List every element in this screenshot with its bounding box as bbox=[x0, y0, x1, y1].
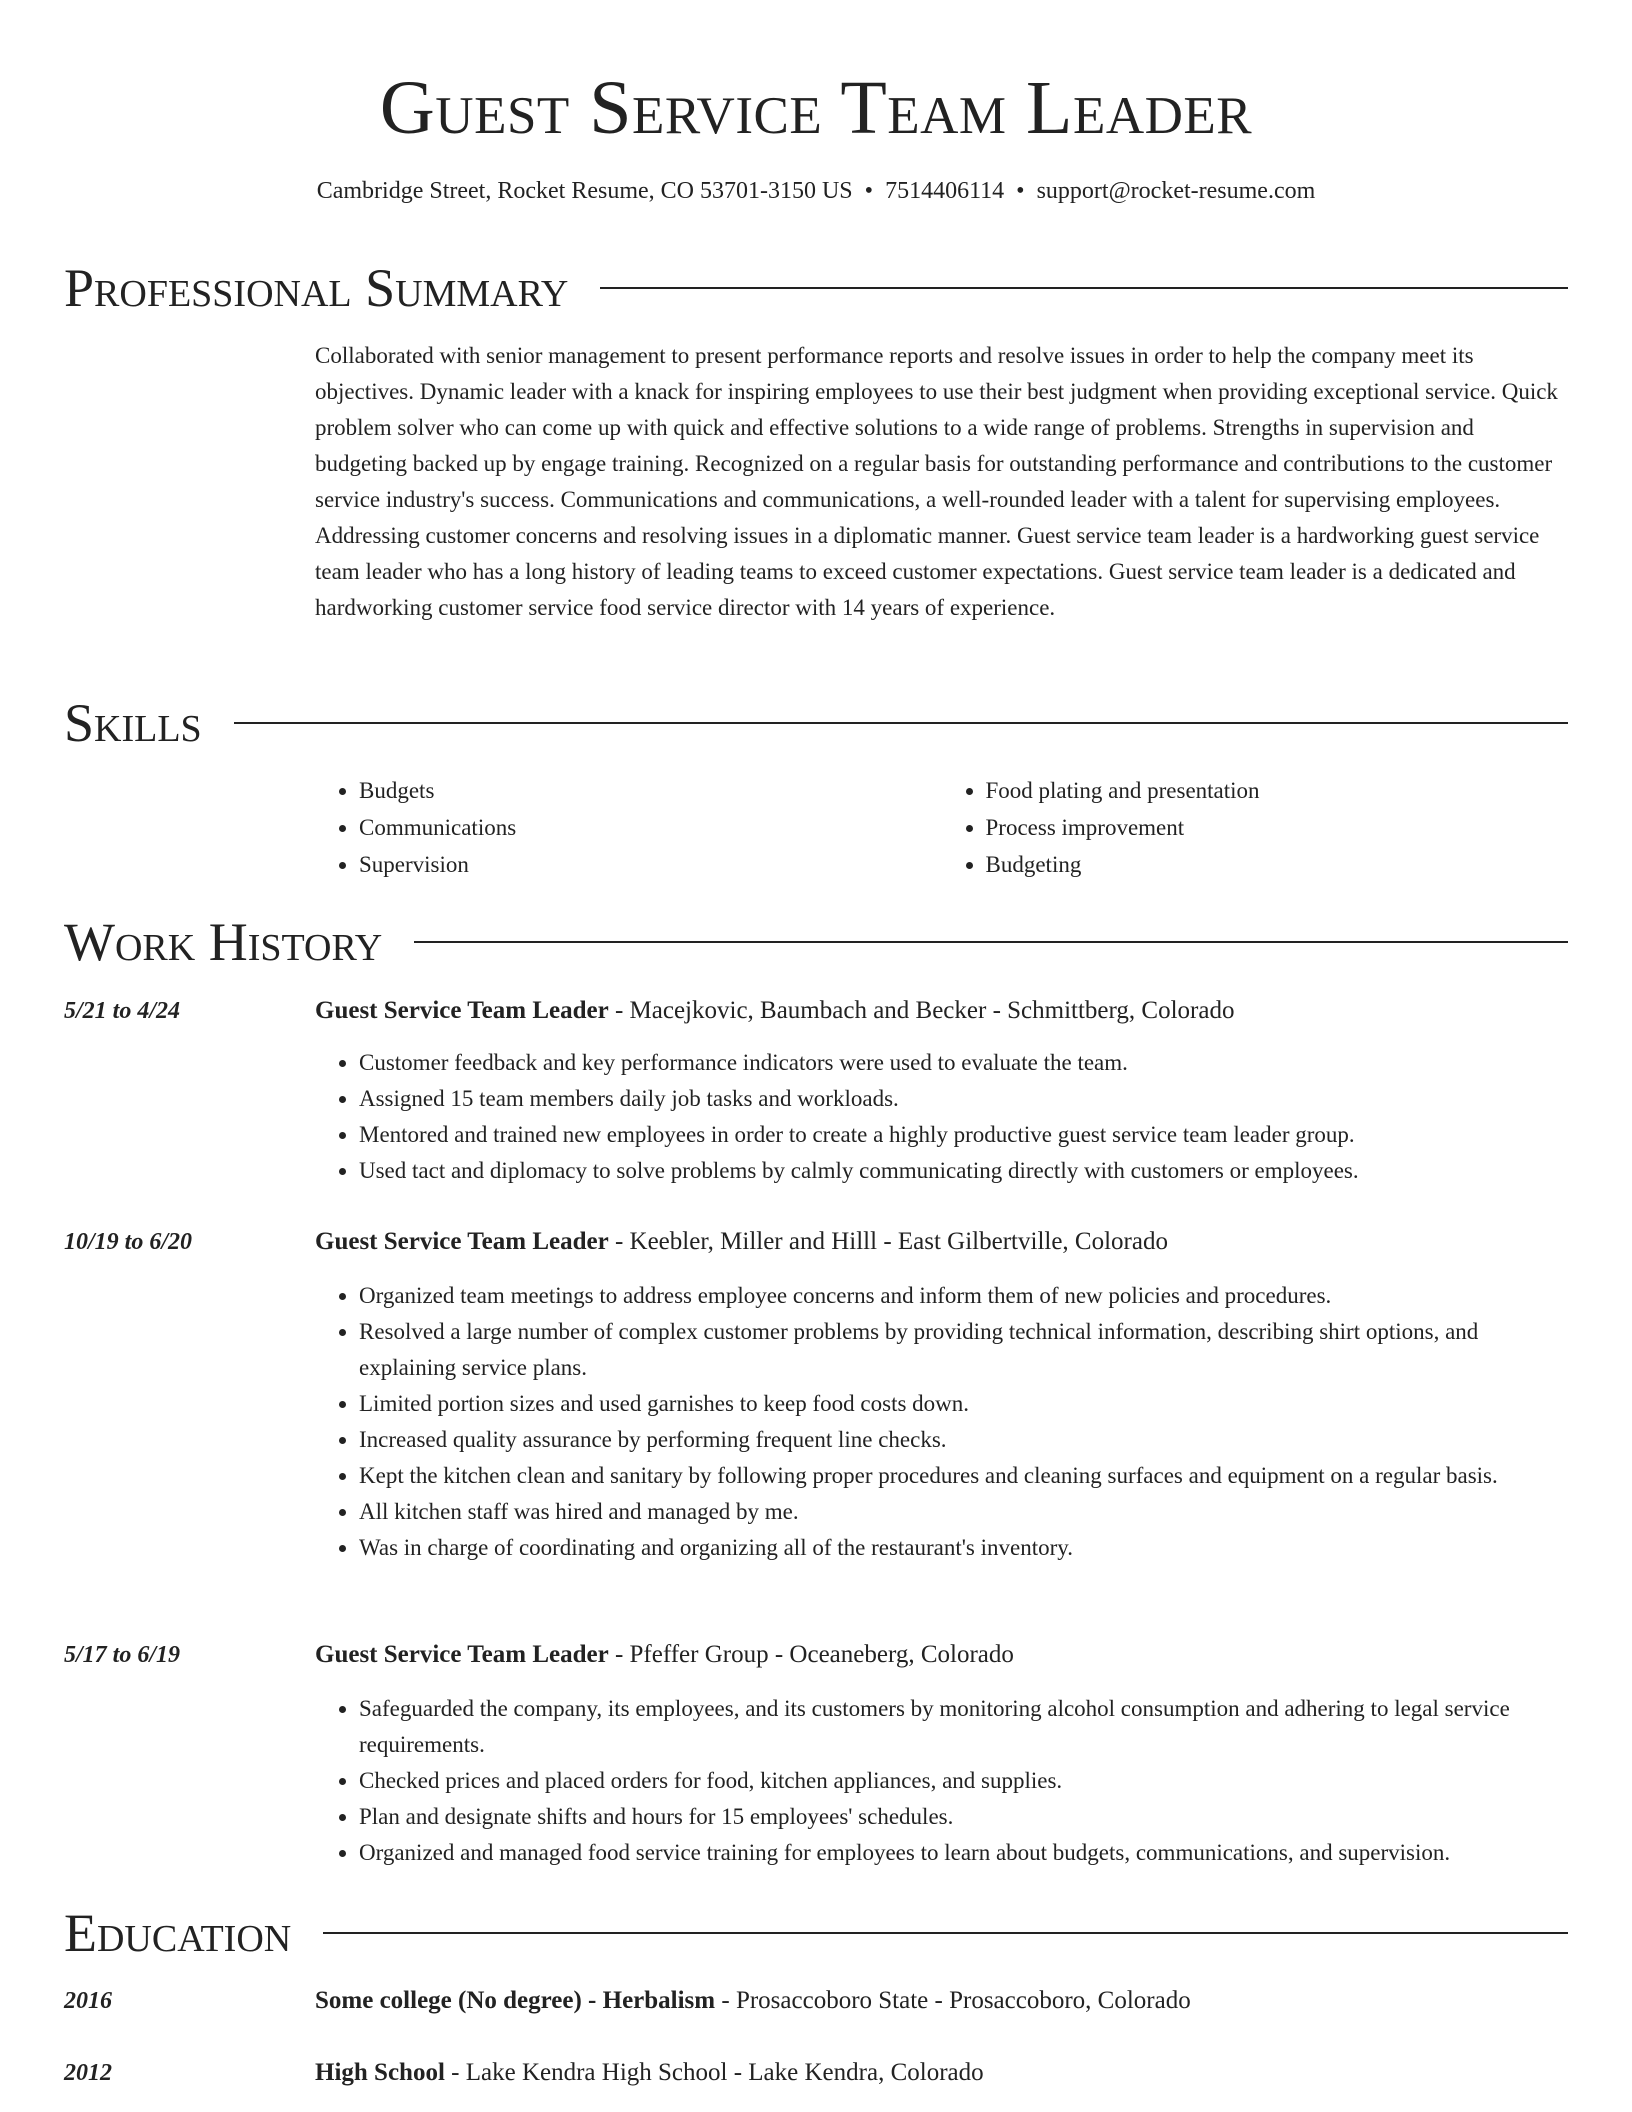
job-bullet: • Limited portion sizes and used garnishes to keep food costs down. bbox=[359, 1386, 1568, 1422]
job-employer-location: - Macejkovic, Baumbach and Becker - Schmittberg, Colorado bbox=[608, 997, 1235, 1024]
education-school-location: - Prosaccoboro State - Prosaccoboro, Colorado bbox=[715, 1987, 1191, 2014]
job-bullet-list bbox=[315, 1278, 1568, 1566]
job-bullet: • Plan and designate shifts and hours for 15 employees' schedules. bbox=[359, 1799, 1568, 1835]
skills-list bbox=[315, 772, 1568, 883]
job-bullet: • Assigned 15 team members daily job tasks and workloads. bbox=[359, 1081, 1568, 1117]
contact-line bbox=[0, 176, 1632, 206]
skill-item: • Supervision bbox=[359, 846, 942, 883]
skill-item: • Budgets bbox=[359, 772, 942, 809]
skills-column-right bbox=[942, 772, 1569, 883]
education-entry bbox=[315, 1984, 1568, 2018]
skill-item: • Food plating and presentation bbox=[986, 772, 1569, 809]
skill-item: • Process improvement bbox=[986, 809, 1569, 846]
job-bullet: • Checked prices and placed orders for food, kitchen appliances, and supplies. bbox=[359, 1763, 1568, 1799]
contact-email: support@rocket-resume.com bbox=[1036, 178, 1316, 204]
summary-section-header bbox=[64, 255, 1568, 321]
job-dates: 5/21 to 4/24 bbox=[64, 998, 181, 1024]
job-bullet: • Organized team meetings to address employee concerns and inform them of new policies and procedures. bbox=[359, 1278, 1568, 1314]
education-heading: Education bbox=[64, 1903, 292, 1963]
resume-title: Guest Service Team Leader bbox=[379, 66, 1253, 150]
section-divider bbox=[600, 287, 1568, 289]
job-bullet: • Mentored and trained new employees in order to create a highly productive guest service team leader group. bbox=[359, 1117, 1568, 1153]
job-dates: 10/19 to 6/20 bbox=[64, 1229, 193, 1255]
skill-item: • Budgeting bbox=[986, 846, 1569, 883]
skills-column-left bbox=[315, 772, 942, 883]
job-title: Guest Service Team Leader bbox=[315, 1228, 609, 1255]
education-year: 2012 bbox=[64, 2060, 112, 2086]
section-divider bbox=[414, 941, 1568, 943]
summary-text: Collaborated with senior management to present performance reports and resolve issues in order to help the company meet its objectives. Dynamic leader with a knack for inspiring employees to use their best judgment when providing exceptional service. Quick problem solver who can come up with quick and effective solutions to a wide range of problems. Strengths in supervision and budgeting backed up by engage training. Recognized on a regular basis for outstanding performance and contributions to the customer service industry's success. Communications and communications, a well-rounded leader with a talent for supervising employees. Addressing customer concerns and resolving issues in a diplomatic manner. Guest service team leader is a hardworking guest service team leader who has a long history of leading teams to exceed customer expectations. Guest service team leader is a dedicated and hardworking customer service food service director with 14 years of experience. bbox=[315, 343, 1558, 620]
job-bullet: • Kept the kitchen clean and sanitary by following proper procedures and cleaning surfaces and equipment on a regular basis. bbox=[359, 1458, 1568, 1494]
section-divider bbox=[234, 722, 1568, 724]
education-school-location: - Lake Kendra High School - Lake Kendra, Colorado bbox=[444, 2059, 984, 2086]
job-bullet: • Increased quality assurance by performing frequent line checks. bbox=[359, 1422, 1568, 1458]
job-heading bbox=[315, 994, 1568, 1028]
skill-item: • Communications bbox=[359, 809, 942, 846]
job-employer-location: - Pfeffer Group - Oceaneberg, Colorado bbox=[608, 1641, 1014, 1668]
work-history-section-header bbox=[64, 909, 1568, 975]
job-bullet: • Resolved a large number of complex customer problems by providing technical information, describing shirt options, and explaining service plans. bbox=[359, 1314, 1568, 1386]
skills-heading: Skills bbox=[64, 693, 202, 753]
education-year: 2016 bbox=[64, 1988, 112, 2014]
job-bullet: • Was in charge of coordinating and organizing all of the restaurant's inventory. bbox=[359, 1530, 1568, 1566]
job-heading bbox=[315, 1638, 1568, 1672]
education-degree: High School bbox=[315, 2059, 445, 2086]
education-degree: Some college (No degree) - Herbalism bbox=[315, 1987, 716, 2014]
job-heading bbox=[315, 1225, 1568, 1259]
job-title: Guest Service Team Leader bbox=[315, 997, 609, 1024]
work-history-heading: Work History bbox=[64, 912, 383, 972]
job-bullet-list bbox=[315, 1691, 1568, 1871]
education-entry bbox=[315, 2056, 1568, 2090]
contact-address: Cambridge Street, Rocket Resume, CO 53701-3150 US bbox=[316, 178, 853, 204]
job-bullet: • Safeguarded the company, its employees, and its customers by monitoring alcohol consumption and adhering to legal service requirements. bbox=[359, 1691, 1568, 1763]
contact-separator: • bbox=[864, 178, 874, 204]
summary-heading: Professional Summary bbox=[64, 258, 569, 318]
job-bullet: • Customer feedback and key performance indicators were used to evaluate the team. bbox=[359, 1045, 1568, 1081]
job-bullet: • Organized and managed food service training for employees to learn about budgets, communications, and supervision. bbox=[359, 1835, 1568, 1871]
job-employer-location: - Keebler, Miller and Hilll - East Gilbertville, Colorado bbox=[608, 1228, 1168, 1255]
education-section-header bbox=[64, 1900, 1568, 1966]
job-title: Guest Service Team Leader bbox=[315, 1641, 609, 1668]
contact-phone: 7514406114 bbox=[885, 178, 1005, 204]
job-bullet: • All kitchen staff was hired and managed by me. bbox=[359, 1494, 1568, 1530]
contact-separator: • bbox=[1016, 178, 1025, 204]
skills-section-header bbox=[64, 690, 1568, 756]
job-dates: 5/17 to 6/19 bbox=[64, 1642, 181, 1668]
job-bullet: • Used tact and diplomacy to solve problems by calmly communicating directly with customers or employees. bbox=[359, 1153, 1568, 1189]
section-divider bbox=[323, 1932, 1568, 1934]
job-bullet-list bbox=[315, 1045, 1568, 1189]
